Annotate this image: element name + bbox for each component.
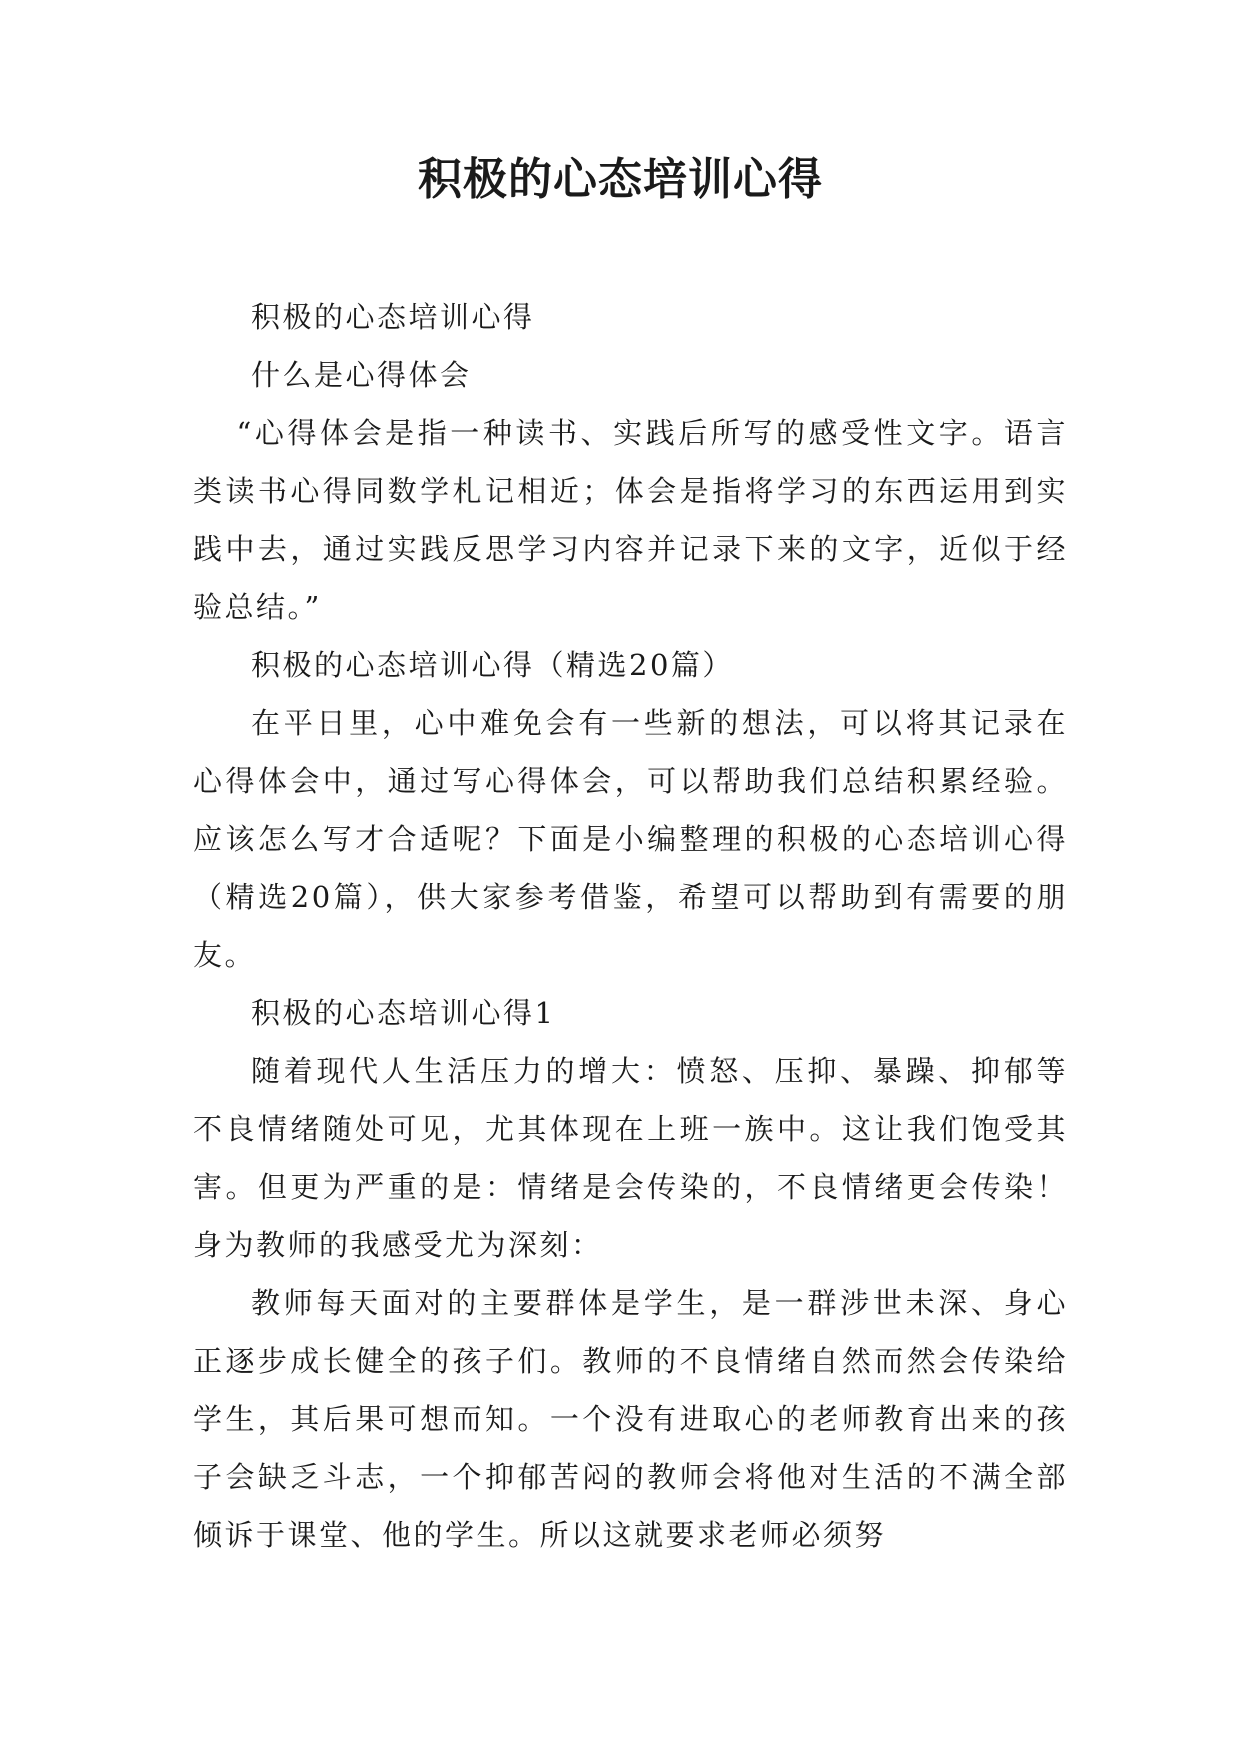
paragraph-section-1-body-b: 教师每天面对的主要群体是学生，是一群涉世未深、身心正逐步成长健全的孩子们。教师的不良情绪自然而然会传染给学生，其后果可想而知。一个没有进取心的老师教育出来的孩子会缺乏斗志，一个抑郁苦闷的教师会将他对生活的不满全部倾诉于课堂、他的学生。所以这就要求老师必须努 xyxy=(193,1286,1068,1552)
paragraph-section-1-body-a: 随着现代人生活压力的增大：愤怒、压抑、暴躁、抑郁等不良情绪随处可见，尤其体现在上班一族中。这让我们饱受其害。但更为严重的是：情绪是会传染的，不良情绪更会传染！身为教师的我感受尤为深刻： xyxy=(193,1054,1068,1262)
paragraph-section-1-title: 积极的心态培训心得1 xyxy=(251,996,556,1030)
paragraph-intro: 在平日里，心中难免会有一些新的想法，可以将其记录在心得体会中，通过写心得体会，可以帮助我们总结积累经验。应该怎么写才合适呢？下面是小编整理的积极的心态培训心得（精选20篇），供大家参考借鉴，希望可以帮助到有需要的朋友。 xyxy=(193,706,1068,972)
paragraph-definition-quote: “心得体会是指一种读书、实践后所写的感受性文字。语言类读书心得同数学札记相近；体会是指将学习的东西运用到实践中去，通过实践反思学习内容并记录下来的文字，近似于经验总结。” xyxy=(193,416,1068,624)
paragraph-heading-repeat: 积极的心态培训心得 xyxy=(251,300,535,334)
document-title: 积极的心态培训心得 xyxy=(418,154,823,205)
paragraph-selection-title: 积极的心态培训心得（精选20篇） xyxy=(251,648,734,682)
document-body xyxy=(193,288,1068,1564)
paragraph-what-is: 什么是心得体会 xyxy=(251,358,472,392)
